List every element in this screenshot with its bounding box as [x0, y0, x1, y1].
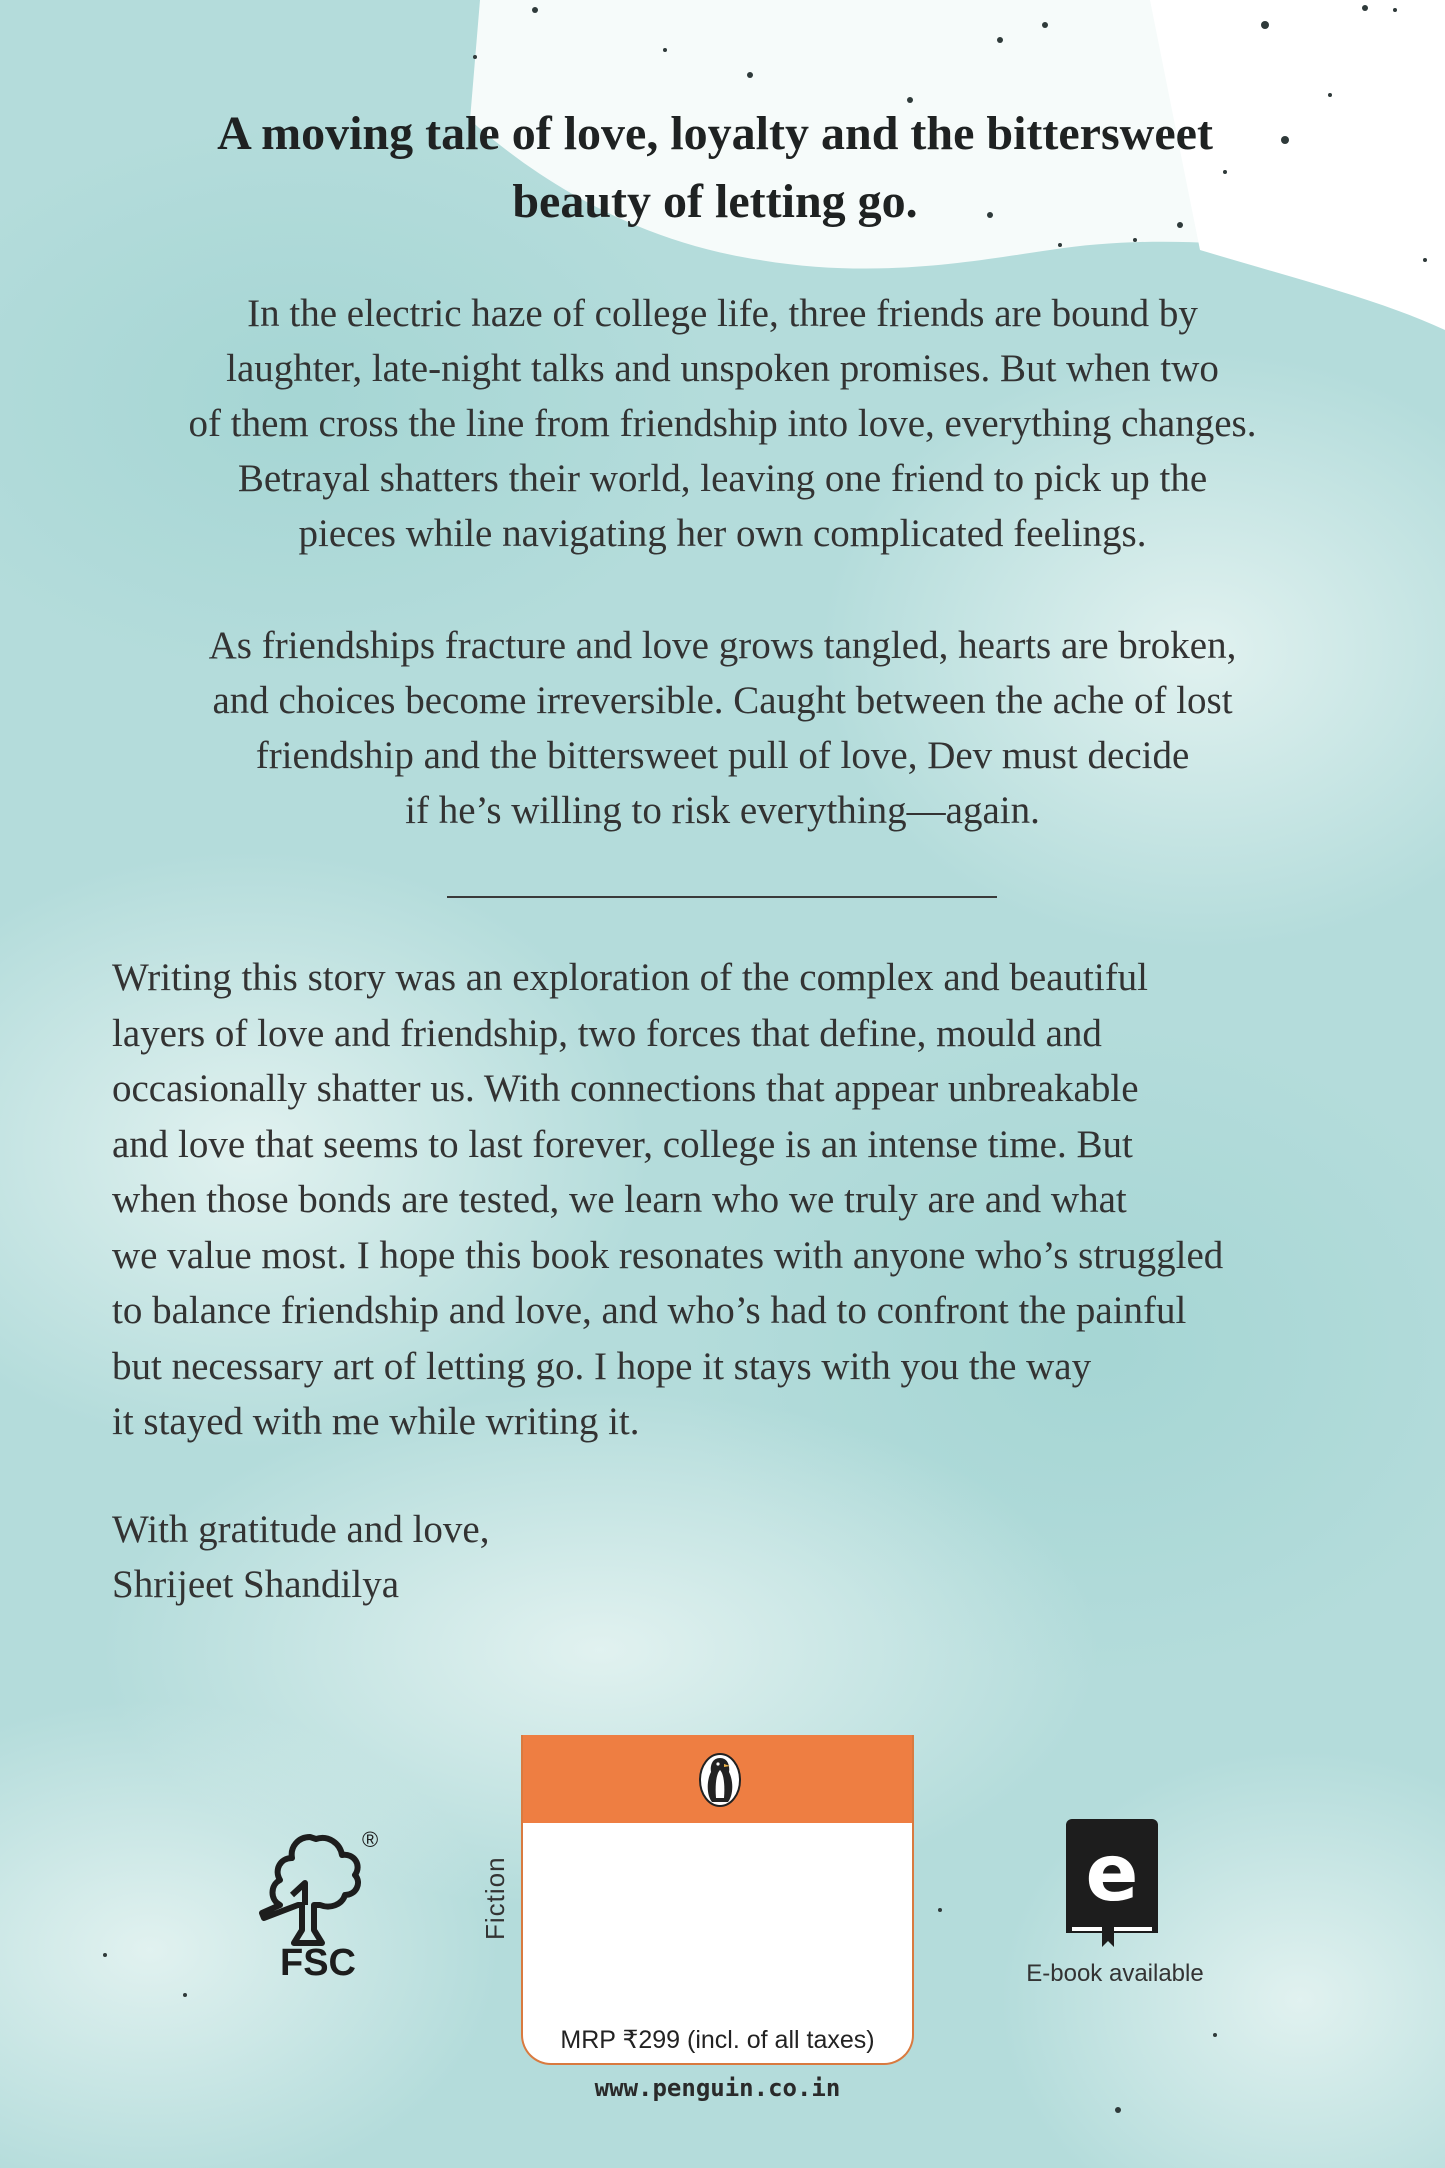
note-line: but necessary art of letting go. I hope it stays with you the way — [112, 1344, 1092, 1388]
blurb-line: pieces while navigating her own complicated feelings. — [298, 512, 1147, 555]
signoff — [112, 1502, 490, 1612]
author-name: Shrijeet Shandilya — [112, 1563, 400, 1606]
fsc-logo-icon — [250, 1825, 385, 1985]
tagline-line: beauty of letting go. — [512, 175, 918, 228]
ebook-label: E-book available — [1026, 1960, 1204, 1987]
note-line: it stayed with me while writing it. — [112, 1400, 640, 1443]
tagline — [150, 100, 1280, 236]
blurb-line: laughter, late-night talks and unspoken promises. But when two — [226, 347, 1219, 390]
note-line: layers of love and friendship, two forces that define, mould and — [112, 1011, 1102, 1055]
ebook-icon — [1062, 1815, 1162, 1950]
penguin-logo-icon — [698, 1752, 742, 1808]
note-line: we value most. I hope this book resonates with anyone who’s struggled — [112, 1233, 1224, 1277]
ebook-letter: e — [1085, 1829, 1139, 1919]
note-line: when those bonds are tested, we learn who we truly are and what — [112, 1178, 1127, 1221]
price-label: MRP ₹299 (incl. of all taxes) — [560, 2026, 875, 2054]
note-line: and love that seems to last forever, college is an intense time. But — [112, 1122, 1133, 1166]
genre-label: Fiction — [480, 1856, 510, 1940]
author-note — [112, 950, 1352, 1450]
fsc-label: FSC — [280, 1942, 356, 1984]
section-divider — [447, 896, 997, 898]
note-line: to balance friendship and love, and who’s had to confront the painful — [112, 1289, 1187, 1332]
blurb-paragraph-2 — [100, 618, 1345, 838]
blurb-line: As friendships fracture and love grows tangled, hearts are broken, — [208, 624, 1237, 667]
blurb-line: friendship and the bittersweet pull of love, Dev must decide — [255, 734, 1190, 777]
tagline-line: A moving tale of love, loyalty and the bittersweet — [217, 107, 1213, 160]
note-line: Writing this story was an exploration of the complex and beautiful — [112, 956, 1149, 999]
blurb-line: In the electric haze of college life, three friends are bound by — [247, 292, 1198, 335]
publisher-url: www.penguin.co.in — [594, 2074, 841, 2102]
blurb-line: and choices become irreversible. Caught between the ache of lost — [212, 679, 1233, 722]
penguin-band — [523, 1735, 912, 1823]
note-line: occasionally shatter us. With connections that appear unbreakable — [112, 1067, 1139, 1110]
closing-text: With gratitude and love, — [112, 1508, 490, 1551]
fsc-registered-mark: ® — [362, 1827, 379, 1852]
blurb-line: of them cross the line from friendship into love, everything changes. — [188, 402, 1257, 445]
price-sticker — [521, 1735, 914, 2065]
blurb-line: if he’s willing to risk everything—again. — [405, 789, 1040, 832]
blurb-paragraph-1 — [100, 286, 1345, 561]
blurb-line: Betrayal shatters their world, leaving one friend to pick up the — [237, 457, 1208, 500]
